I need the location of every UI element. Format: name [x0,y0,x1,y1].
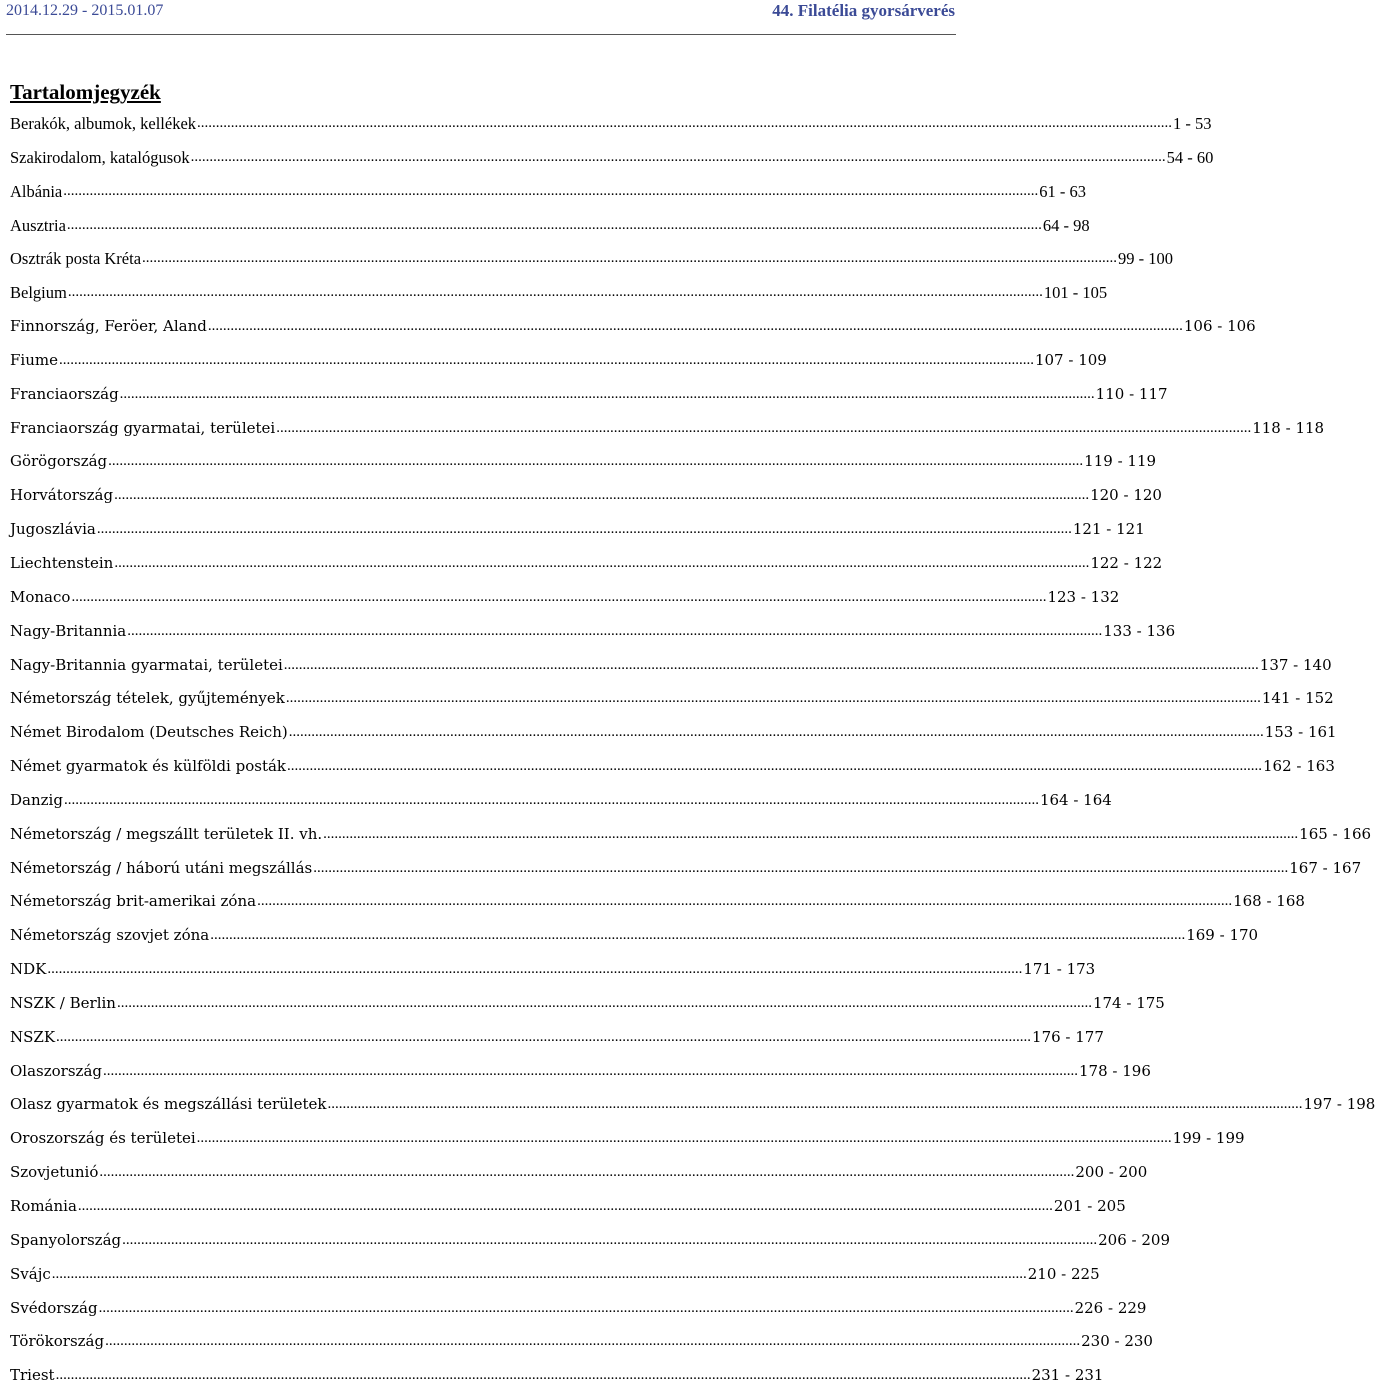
toc-entry-pages: 174 - 175 [1092,993,1165,1012]
dot-leader: .................................................................................................................................................................................................................................................................... [96,521,1072,538]
dot-leader: .................................................................................................................................................................................................................................................................... [67,284,1043,301]
toc-entry [10,1129,1245,1163]
toc-entry-label: Monaco [10,587,71,606]
toc-entry [10,723,1337,757]
toc-entry [10,1366,1104,1400]
toc-entry-pages: 119 - 119 [1084,452,1157,471]
toc-entry-label: Fiume [10,350,58,369]
toc-entry-pages: 54 - 60 [1166,147,1214,167]
dot-leader: .................................................................................................................................................................................................................................................................... [116,994,1092,1011]
toc-entry [10,960,1096,994]
toc-entry-pages: 122 - 122 [1090,553,1163,572]
dot-leader: .................................................................................................................................................................................................................................................................... [55,1367,1031,1384]
toc-entry-pages: 169 - 170 [1186,926,1259,945]
dot-leader: .................................................................................................................................................................................................................................................................... [71,588,1047,605]
toc-entry-pages: 226 - 229 [1074,1298,1147,1317]
dot-leader: .................................................................................................................................................................................................................................................................... [58,351,1034,368]
dot-leader: .................................................................................................................................................................................................................................................................... [287,758,1262,775]
toc-entry [10,1027,1104,1062]
toc-entry-label: Németország szovjet zóna [10,926,210,945]
dot-leader: .................................................................................................................................................................................................................................................................... [99,1164,1075,1181]
toc-entry-pages: 178 - 196 [1079,1061,1151,1080]
toc-entry [10,249,1174,283]
dot-leader: .................................................................................................................................................................................................................................................................... [197,115,1173,131]
toc-entry-label: Szakirodalom, katalógusok [10,147,190,167]
toc-entry [10,757,1335,791]
date-range: 2014.12.29 - 2015.01.07 [6,2,164,19]
toc-entry-pages: 165 - 166 [1299,824,1372,843]
toc-entry-pages: 153 - 161 [1264,723,1337,742]
toc-entry-label: Németország brit-amerikai zóna [10,892,257,911]
toc-entry-pages: 210 - 225 [1027,1264,1100,1283]
toc-entry-pages: 133 - 136 [1103,621,1176,640]
header-divider [6,34,956,35]
dot-leader: .................................................................................................................................................................................................................................................................... [327,1096,1303,1113]
toc-entry-label: Olaszország [10,1061,102,1080]
toc-entry [10,520,1145,554]
toc-entry-pages: 120 - 120 [1090,486,1162,505]
toc-entry-pages: 206 - 209 [1098,1230,1171,1249]
toc-entry-label: Triest [10,1366,55,1385]
dot-leader: .................................................................................................................................................................................................................................................................... [257,893,1233,910]
toc-entry [10,384,1168,419]
toc-entry-pages: 171 - 173 [1023,960,1096,979]
toc-entry-label: Ausztria [10,215,66,235]
toc-entry-pages: 230 - 230 [1081,1332,1153,1351]
toc-entry-pages: 118 - 118 [1252,418,1325,437]
toc-entry-label: Görögország [10,452,108,471]
dot-leader: .................................................................................................................................................................................................................................................................... [127,622,1103,639]
toc-entry-label: Franciaország gyarmatai, területei [10,418,276,437]
dot-leader: .................................................................................................................................................................................................................................................................... [119,385,1095,402]
toc-entry [10,993,1165,1028]
dot-leader: .................................................................................................................................................................................................................................................................... [105,1333,1081,1350]
toc-entry-label: Nagy-Britannia gyarmatai, területei [10,655,283,674]
toc-entry-label: Németország / háború utáni megszállás [10,858,313,877]
toc-entry-label: Németország / megszállt területek II. vh. [10,824,323,843]
toc-entry-pages: 231 - 231 [1031,1366,1104,1385]
toc-entry [10,1298,1147,1333]
toc-entry-pages: 201 - 205 [1053,1197,1126,1215]
toc-entry-label: Nagy-Britannia [10,621,127,640]
dot-leader: .................................................................................................................................................................................................................................................................... [63,182,1039,199]
toc-entry-label: Németország tételek, gyűjtemények [10,689,285,708]
dot-leader: .................................................................................................................................................................................................................................................................... [285,690,1261,707]
page-header [0,0,960,28]
toc-entry [10,892,1305,926]
toc-entry [10,553,1163,588]
toc-entry [10,655,1332,690]
toc-entry [10,147,1214,182]
toc-entry [10,824,1372,859]
toc-entry-label: Jugoszlávia [10,520,96,539]
toc-entry-pages: 101 - 105 [1043,283,1108,303]
dot-leader: .................................................................................................................................................................................................................................................................... [114,487,1090,504]
toc-entry-pages: 176 - 177 [1032,1027,1104,1046]
toc-entry [10,587,1120,622]
dot-leader: .................................................................................................................................................................................................................................................................... [98,1299,1074,1316]
toc-entry [10,486,1162,520]
dot-leader: .................................................................................................................................................................................................................................................................... [313,859,1289,876]
toc-entry-pages: 64 - 98 [1042,215,1090,235]
toc-entry [10,858,1362,893]
toc-entry-pages: 137 - 140 [1259,655,1332,674]
toc-entry-pages: 162 - 163 [1263,757,1335,776]
dot-leader: .................................................................................................................................................................................................................................................................... [47,961,1023,978]
dot-leader: .................................................................................................................................................................................................................................................................... [207,318,1183,335]
toc-entry [10,350,1107,385]
toc-entry-label: Osztrák posta Kréta [10,249,142,269]
dot-leader: .................................................................................................................................................................................................................................................................... [323,825,1299,842]
dot-leader: .................................................................................................................................................................................................................................................................... [283,656,1259,673]
dot-leader: .................................................................................................................................................................................................................................................................... [103,1062,1078,1079]
dot-leader: .................................................................................................................................................................................................................................................................... [63,791,1039,808]
toc-entry [10,689,1334,723]
toc-entry [10,790,1112,825]
dot-leader: .................................................................................................................................................................................................................................................................... [108,453,1084,470]
toc-entry-label: Spanyolország [10,1230,122,1249]
toc-entry-label: Franciaország [10,384,119,403]
toc-entry-label: Románia [10,1197,77,1215]
toc-entry-label: Liechtenstein [10,553,114,572]
toc-entry-label: Német Birodalom (Deutsches Reich) [10,723,288,742]
dot-leader: .................................................................................................................................................................................................................................................................... [77,1198,1053,1214]
dot-leader: .................................................................................................................................................................................................................................................................... [114,554,1090,571]
toc-entry [10,418,1325,453]
toc-entry [10,1230,1171,1265]
toc-entry [10,215,1090,250]
dot-leader: .................................................................................................................................................................................................................................................................... [122,1231,1098,1248]
toc-entry [10,1061,1151,1096]
toc-entry-pages: 121 - 121 [1072,520,1145,539]
toc-entry [10,283,1108,317]
toc-entry-pages: 167 - 167 [1289,858,1362,877]
toc-entry-pages: 164 - 164 [1039,790,1112,809]
toc-entry [10,181,1086,216]
table-of-contents [10,114,1375,1400]
toc-entry [10,1197,1126,1231]
toc-entry [10,621,1176,656]
toc-entry [10,1095,1375,1129]
dot-leader: .................................................................................................................................................................................................................................................................... [56,1028,1032,1045]
toc-entry-pages: 107 - 109 [1034,350,1107,369]
toc-entry [10,1163,1148,1197]
toc-entry-label: Szovjetunió [10,1163,99,1182]
toc-entry-pages: 61 - 63 [1039,181,1086,201]
toc-entry [10,1264,1100,1299]
toc-entry-pages: 168 - 168 [1233,892,1305,911]
dot-leader: .................................................................................................................................................................................................................................................................... [288,724,1264,741]
toc-entry [10,114,1212,148]
toc-entry-label: Törökország [10,1332,105,1351]
toc-entry-pages: 99 - 100 [1118,249,1174,269]
dot-leader: .................................................................................................................................................................................................................................................................... [66,216,1042,233]
toc-entry-pages: 106 - 106 [1183,317,1256,336]
dot-leader: .................................................................................................................................................................................................................................................................... [210,927,1186,944]
toc-entry-label: Danzig [10,790,63,809]
dot-leader: .................................................................................................................................................................................................................................................................... [276,419,1252,436]
toc-entry-label: Svájc [10,1264,51,1283]
toc-entry-label: NSZK [10,1027,56,1046]
toc-entry-label: Belgium [10,283,67,303]
toc-entry [10,1332,1153,1366]
toc-entry-label: Finnország, Feröer, Aland [10,317,207,336]
toc-entry-label: Horvátország [10,486,114,505]
toc-entry-label: Német gyarmatok és külföldi posták [10,757,286,776]
toc-entry-label: Berakók, albumok, kellékek [10,114,197,133]
toc-heading: Tartalomjegyzék [10,80,161,104]
toc-entry-pages: 110 - 117 [1095,384,1168,403]
toc-entry [10,452,1157,486]
toc-entry-label: Oroszország és területei [10,1129,196,1148]
dot-leader: .................................................................................................................................................................................................................................................................... [51,1265,1027,1282]
catalog-title: 44. Filatélia gyorsárverés [772,1,955,20]
toc-entry-pages: 141 - 152 [1261,689,1334,708]
toc-entry-pages: 1 - 53 [1173,114,1212,133]
toc-entry-pages: 197 - 198 [1303,1095,1375,1114]
dot-leader: .................................................................................................................................................................................................................................................................... [190,148,1166,165]
toc-entry [10,317,1256,351]
toc-entry-label: NSZK / Berlin [10,993,116,1012]
dot-leader: .................................................................................................................................................................................................................................................................... [196,1130,1172,1147]
toc-entry-label: Olasz gyarmatok és megszállási területek [10,1095,327,1114]
toc-entry-label: Svédország [10,1298,98,1317]
dot-leader: .................................................................................................................................................................................................................................................................... [142,250,1118,267]
toc-entry-pages: 199 - 199 [1172,1129,1245,1148]
toc-entry [10,926,1259,960]
toc-entry-pages: 200 - 200 [1075,1163,1148,1182]
toc-entry-label: Albánia [10,181,63,201]
toc-entry-pages: 123 - 132 [1047,587,1120,606]
toc-entry-label: NDK [10,960,47,979]
